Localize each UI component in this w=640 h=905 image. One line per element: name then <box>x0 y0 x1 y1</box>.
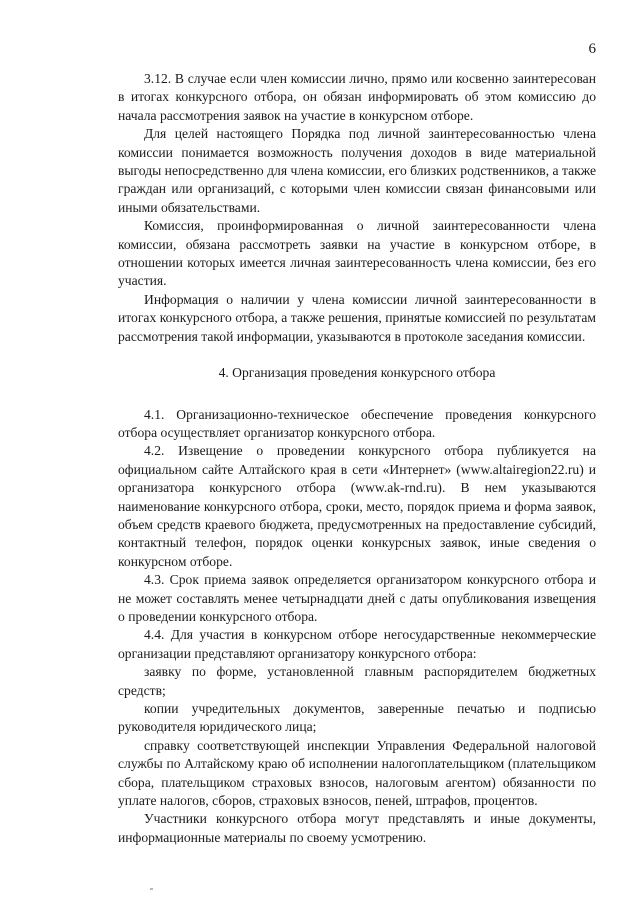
section-heading: 4. Организация проведения конкурсного отбора <box>218 365 496 381</box>
paragraph-commission-review: Комиссия, проинформированная о личной заинтересованности члена комиссии, обязана рассмотреть заявки на участие в конкурсном отборе, в отношении которых имеется личная заинтересованность члена комиссии, без его участия. <box>118 218 596 289</box>
paragraph-4-1: 4.1. Организационно-техническое обеспечение проведения конкурсного отбора осуществляет организатор конкурсного отбора. <box>118 406 596 440</box>
list-item-application-form: заявку по форме, установленной главным распорядителем бюджетных средств; <box>118 664 596 698</box>
scan-artifact <box>150 888 153 890</box>
document-body <box>118 70 596 847</box>
paragraph-additional-documents: Участники конкурсного отбора могут представлять и иные документы, информационные материалы по своему усмотрению. <box>118 811 596 845</box>
paragraph-4-3: 4.3. Срок приема заявок определяется организатором конкурсного отбора и не может составлять менее четырнадцати дней с даты опубликования извещения о проведении конкурсного отбора. <box>118 572 596 624</box>
paragraph-personal-interest-definition: Для целей настоящего Порядка под личной заинтересованностью члена комиссии понимается возможность получения доходов в виде материальной выгоды непосредственно для члена комиссии, его близких родственников, а также граждан или организаций, с которыми член комиссии связан финансовыми или иными обязательствами. <box>118 126 596 215</box>
list-item-tax-certificate: справку соответствующей инспекции Управления Федеральной налоговой службы по Алтайскому краю об исполнении налогоплательщиком (плательщиком сбора, плательщиком страховых взносов, налоговым агентом) обязанности по уплате налогов, сборов, страховых взносов, пеней, штрафов, процентов. <box>118 737 596 809</box>
page-number: 6 <box>588 41 596 57</box>
paragraph-3-12: 3.12. В случае если член комиссии лично, прямо или косвенно заинтересован в итогах конкурсного отбора, он обязан информировать об этом комиссию до начала рассмотрения заявок на участие в конкурсном отборе. <box>118 71 596 123</box>
list-item-founding-documents: копии учредительных документов, заверенные печатью и подписью руководителя юридического лица; <box>118 701 596 735</box>
paragraph-4-2: 4.2. Извещение о проведении конкурсного отбора публикуется на официальном сайте Алтайского края в сети «Интернет» (www.altairegion22.ru) и организатора конкурсного отбора (www.ak-rnd.ru). В нем указываются наименование конкурсного отбора, сроки, место, порядок приема и форма заявок, объем средств краевого бюджета, предусмотренных на предоставление субсидий, контактный телефон, порядок оценки конкурсных заявок, иные сведения о конкурсном отборе. <box>118 443 596 569</box>
paragraph-protocol-info: Информация о наличии у члена комиссии личной заинтересованности в итогах конкурсного отбора, а также решения, принятые комиссией по результатам рассмотрения такой информации, указываются в протоколе заседания комиссии. <box>118 291 596 344</box>
paragraph-4-4: 4.4. Для участия в конкурсном отборе негосударственные некоммерческие организации представляют организатору конкурсного отбора: <box>118 627 596 661</box>
